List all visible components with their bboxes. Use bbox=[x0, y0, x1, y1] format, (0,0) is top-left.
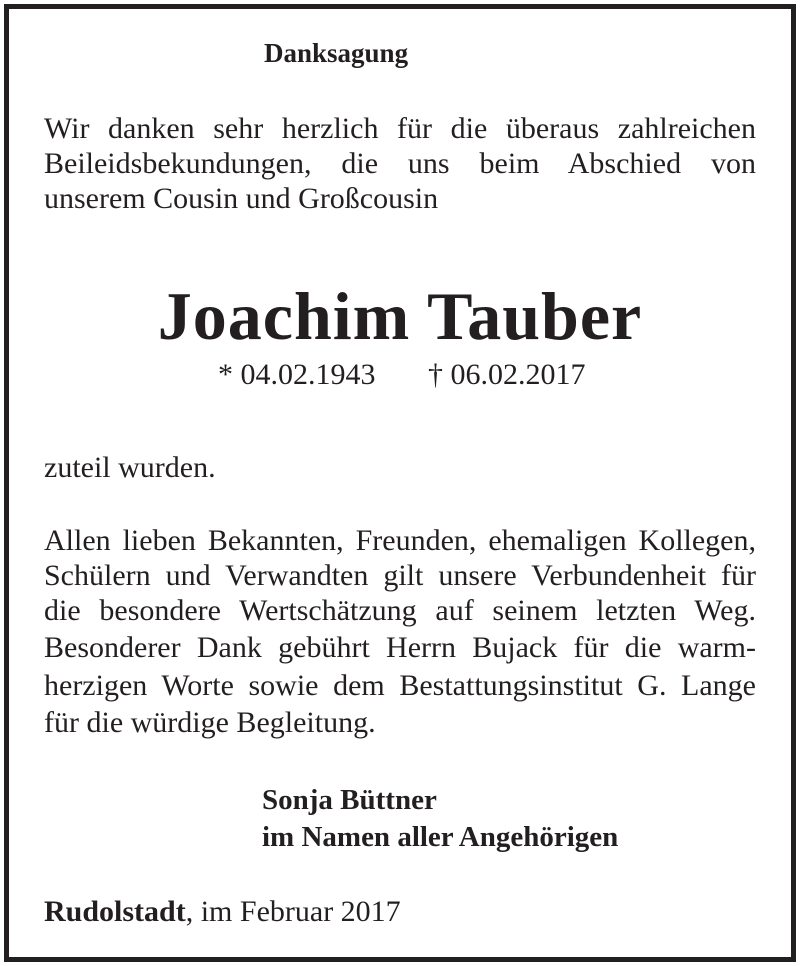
intro-line-2: Beileidsbekundungen, die uns beim Abschied von bbox=[44, 147, 756, 180]
intro-line-1: Wir danken sehr herzlich für die überaus zahlreichen bbox=[44, 112, 756, 145]
body-line-2: Schülern und Verwandten gilt unsere Verbundenheit für bbox=[44, 559, 756, 592]
notice-heading: Danksagung bbox=[264, 38, 409, 68]
birth-date: * 04.02.1943 bbox=[218, 358, 376, 391]
deceased-name: Joachim Tauber bbox=[157, 278, 643, 354]
body-line-6: für die würdige Begleitung. bbox=[44, 706, 376, 739]
body-line-5: herzigen Worte sowie dem Bestattungsinstitut G. Lange bbox=[44, 669, 756, 702]
body-line-4: Besonderer Dank gebührt Herrn Bujack für die warm- bbox=[44, 631, 756, 664]
body-line-3: die besondere Wertschätzung auf seinem letzten Weg. bbox=[44, 594, 756, 627]
closing-date: , im Februar 2017 bbox=[185, 895, 401, 928]
signature-name: Sonja Büttner bbox=[262, 784, 437, 816]
place-date-line bbox=[44, 895, 401, 929]
after-name-text: zuteil wurden. bbox=[44, 451, 216, 484]
intro-line-3: unserem Cousin und Großcousin bbox=[44, 182, 439, 215]
death-date: † 06.02.2017 bbox=[428, 358, 586, 391]
place-name: Rudolstadt bbox=[44, 895, 186, 928]
signature-note: im Namen aller Angehörigen bbox=[262, 821, 619, 853]
body-line-1: Allen lieben Bekannten, Freunden, ehemaligen Kollegen, bbox=[44, 524, 756, 557]
